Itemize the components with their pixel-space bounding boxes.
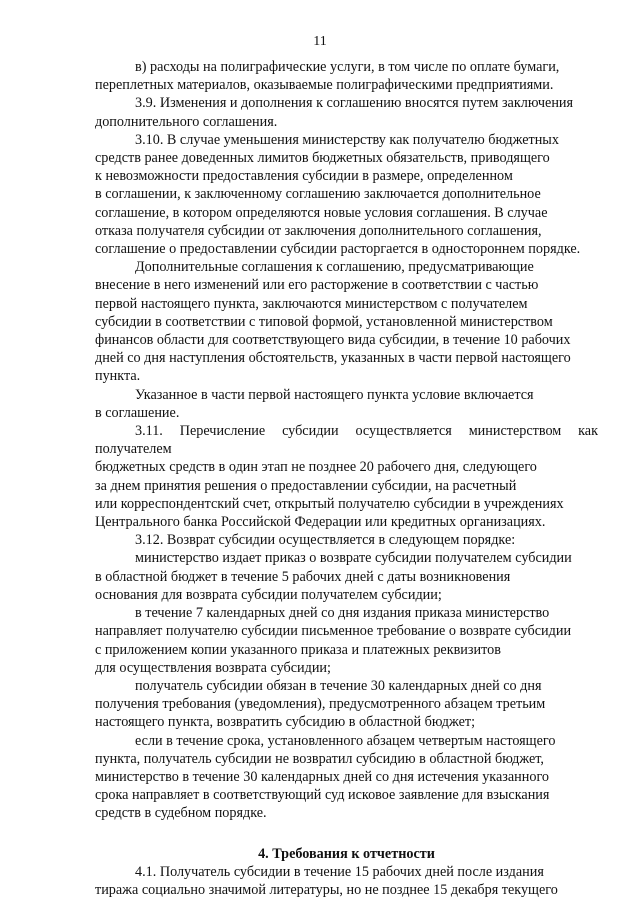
section-heading-4: 4. Требования к отчетности bbox=[258, 845, 435, 862]
paragraph-3-12-item2: в течение 7 календарных дней со дня издания приказа министерство направляет получателю субсидии письменное требование о возврате субсидии с приложением копии указанного приказа и платежных реквизитов для осуществления возврата субсидии; bbox=[95, 605, 572, 676]
paragraph-3-10-part3: Указанное в части первой настоящего пункта условие включается в соглашение. bbox=[95, 386, 534, 421]
paragraph-3-12-item4: если в течение срока, установленного абзацем четвертым настоящего пункта, получатель субсидии не возвратил субсидию в областной бюджет, министерство в течение 30 календарных дней со дня истечения указанного срока направляет в соответствующий суд исковое заявление для взыскания средств в судебном порядке. bbox=[95, 732, 556, 822]
paragraph-3-12: 3.12. Возврат субсидии осуществляется в следующем порядке: bbox=[135, 532, 516, 549]
paragraph-3-9: 3.9. Изменения и дополнения к соглашению вносятся путем заключения дополнительного соглашения. bbox=[95, 95, 574, 130]
page-number: 11 bbox=[313, 34, 327, 49]
paragraph-3-12-item1: министерство издает приказ о возврате субсидии получателем субсидии в областной бюджет в течение 5 рабочих дней с даты возникновения основания для возврата субсидии получателем субсидии; bbox=[95, 550, 572, 603]
paragraph-3-10: 3.10. В случае уменьшения министерству как получателю бюджетных средств ранее доведенных лимитов бюджетных обязательств, приводящего к невозможности предоставления субсидии в размере, определенном в соглашении, к заключенному соглашению заключается дополнительное соглашение, в котором определяются новые условия соглашения. В случае отказа получателя субсидии от заключения дополнительного соглашения, соглашение о предоставлении субсидии расторгается в одностороннем порядке. bbox=[95, 131, 581, 258]
paragraph-3-10-part2: Дополнительные соглашения к соглашению, предусматривающие внесение в него изменений или его расторжение в соответствии с частью первой настоящего пункта, заключаются министерством с получателем субсидии в соответствии с типовой формой, установленной министерством финансов области для соответствующего вида субсидии, в течение 10 рабочих дней со дня наступления обстоятельств, указанных в части первой настоящего пункта. bbox=[95, 259, 571, 385]
paragraph-4-1: 4.1. Получатель субсидии в течение 15 рабочих дней после издания тиража социально значимой литературы, но не позднее 15 декабря текущего bbox=[95, 863, 558, 898]
paragraph-3-8-v: в) расходы на полиграфические услуги, в том числе по оплате бумаги, переплетных материалов, оказываемые полиграфическими предприятиями. bbox=[95, 59, 560, 94]
paragraph-3-11: 3.11. Перечисление субсидии осуществляется министерством как получателем бюджетных средств в один этап не позднее 20 рабочего дня, следующего за днем принятия решения о предоставлении субсидии, на расчетный или корреспондентский счет, открытый получателю субсидии в учреждениях Центрального банка Российской Федерации или кредитных организациях. bbox=[95, 423, 598, 531]
paragraph-3-12-item3: получатель субсидии обязан в течение 30 календарных дней со дня получения требования (уведомления), предусмотренного абзацем третьим настоящего пункта, возвратить субсидию в областной бюджет; bbox=[95, 677, 546, 731]
document-body bbox=[95, 58, 598, 899]
